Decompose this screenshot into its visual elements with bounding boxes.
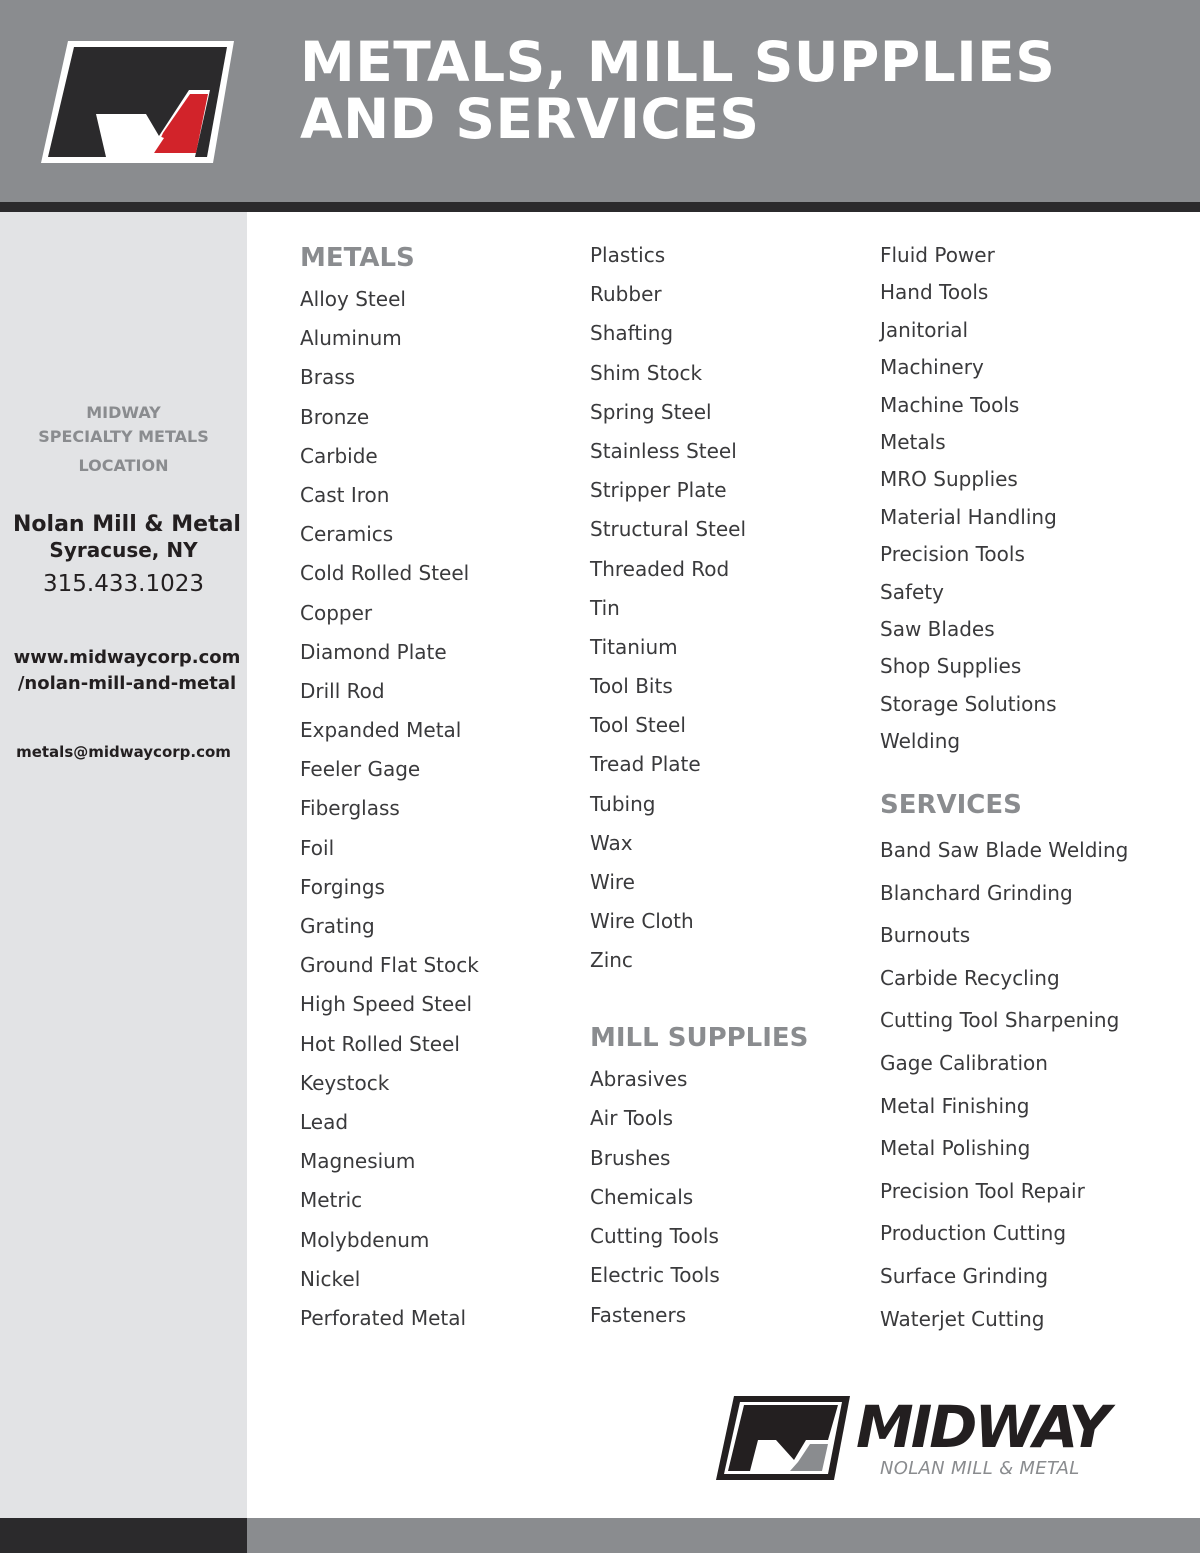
list-item: Fasteners: [590, 1302, 687, 1327]
title-line-1: METALS, MILL SUPPLIES: [300, 30, 1056, 94]
list-item: Shim Stock: [590, 360, 703, 385]
list-item: Burnouts: [880, 923, 971, 948]
list-item: Threaded Rod: [590, 556, 730, 581]
list-item: Tool Bits: [590, 674, 673, 699]
brand-wordmark: MIDWAY: [856, 1393, 1108, 1461]
list-item: Expanded Metal: [300, 718, 462, 743]
list-item: Molybdenum: [300, 1227, 430, 1252]
list-item: Tool Steel: [590, 713, 686, 738]
list-item: Grating: [300, 914, 375, 938]
list-item: Aluminum: [300, 326, 402, 351]
list-item: Precision Tool Repair: [880, 1178, 1085, 1203]
list-item: Material Handling: [880, 504, 1057, 529]
list-item: Alloy Steel: [300, 287, 406, 311]
metals-list-col2: [590, 236, 746, 981]
list-item: Machine Tools: [880, 392, 1020, 417]
heading-metals: METALS: [300, 243, 415, 273]
mill-supplies-list-col2: [880, 237, 1057, 760]
email-link[interactable]: metals@midwaycorp.com: [16, 743, 231, 761]
list-item: Lead: [300, 1109, 349, 1134]
list-item: Saw Blades: [880, 616, 995, 641]
footer-bar-gray: [247, 1518, 1200, 1553]
list-item: Brushes: [590, 1145, 671, 1170]
list-item: Feeler Gage: [300, 757, 421, 782]
heading-services: SERVICES: [880, 790, 1022, 820]
list-item: Carbide Recycling: [880, 965, 1060, 990]
list-item: Safety: [880, 579, 944, 604]
list-item: Cutting Tools: [590, 1224, 719, 1249]
list-item: Band Saw Blade Welding: [880, 838, 1129, 862]
services-list: [880, 829, 1128, 1340]
mill-supplies-list-col1: [590, 1060, 720, 1335]
list-item: Fluid Power: [880, 243, 995, 267]
phone-number: 315.433.1023: [43, 571, 204, 597]
list-item: Storage Solutions: [880, 691, 1057, 716]
heading-mill-supplies: MILL SUPPLIES: [590, 1023, 809, 1053]
list-item: Carbide: [300, 443, 378, 468]
list-item: Machinery: [880, 355, 984, 380]
list-item: Nickel: [300, 1266, 361, 1291]
page-title: [300, 30, 1056, 151]
list-item: Diamond Plate: [300, 639, 447, 664]
list-item: Waterjet Cutting: [880, 1306, 1045, 1331]
list-item: Zinc: [590, 948, 633, 973]
list-item: Titanium: [590, 634, 678, 659]
list-item: Gage Calibration: [880, 1050, 1048, 1075]
list-item: Wax: [590, 830, 633, 855]
list-item: Ground Flat Stock: [300, 953, 479, 978]
sidebar-label-midway: MIDWAY: [86, 403, 161, 422]
sidebar-label-specialty: SPECIALTY METALS: [38, 427, 209, 446]
metals-list-col1: [300, 280, 479, 1338]
list-item: Stainless Steel: [590, 438, 737, 463]
list-item: Tin: [590, 595, 620, 620]
list-item: Welding: [880, 729, 961, 754]
list-item: Blanchard Grinding: [880, 880, 1073, 905]
list-item: Fiberglass: [300, 796, 400, 821]
list-item: Wire: [590, 870, 635, 894]
list-item: Keystock: [300, 1070, 390, 1095]
list-item: Metal Finishing: [880, 1093, 1030, 1118]
midway-logo-icon: [38, 38, 236, 166]
list-item: Janitorial: [880, 317, 969, 342]
list-item: Perforated Metal: [300, 1305, 467, 1330]
list-item: Bronze: [300, 404, 370, 429]
list-item: Shop Supplies: [880, 654, 1022, 679]
list-item: Stripper Plate: [590, 478, 727, 503]
website-link-path[interactable]: /nolan-mill-and-metal: [17, 673, 237, 694]
list-item: Metals: [880, 429, 946, 454]
title-line-2: AND SERVICES: [300, 87, 760, 151]
company-city: Syracuse, NY: [49, 538, 198, 562]
midway-logo-mark-icon: [714, 1394, 852, 1482]
list-item: Cold Rolled Steel: [300, 561, 470, 586]
list-item: Tread Plate: [590, 752, 701, 777]
list-item: Production Cutting: [880, 1221, 1067, 1246]
list-item: Forgings: [300, 874, 385, 899]
list-item: Air Tools: [590, 1106, 674, 1131]
list-item: High Speed Steel: [300, 992, 473, 1017]
list-item: Metric: [300, 1188, 363, 1213]
list-item: Electric Tools: [590, 1263, 720, 1288]
list-item: Cutting Tool Sharpening: [880, 1008, 1120, 1033]
list-item: Hand Tools: [880, 280, 989, 305]
list-item: Copper: [300, 600, 373, 625]
brand-subtitle: NOLAN MILL & METAL: [880, 1458, 1080, 1479]
list-item: Drill Rod: [300, 678, 385, 703]
list-item: Hot Rolled Steel: [300, 1031, 460, 1056]
list-item: MRO Supplies: [880, 467, 1018, 492]
list-item: Abrasives: [590, 1067, 688, 1091]
list-item: Magnesium: [300, 1149, 416, 1174]
list-item: Rubber: [590, 282, 662, 307]
sidebar-label-location: LOCATION: [78, 456, 169, 475]
list-item: Chemicals: [590, 1184, 694, 1209]
list-item: Wire Cloth: [590, 909, 694, 934]
list-item: Precision Tools: [880, 542, 1025, 567]
list-item: Brass: [300, 365, 356, 390]
header-divider: [0, 202, 1200, 212]
list-item: Cast Iron: [300, 482, 390, 507]
list-item: Shafting: [590, 321, 674, 346]
list-item: Plastics: [590, 243, 666, 267]
list-item: Surface Grinding: [880, 1263, 1049, 1288]
list-item: Tubing: [590, 791, 656, 816]
website-link[interactable]: www.midwaycorp.com: [13, 647, 241, 668]
footer-bar-dark: [0, 1518, 247, 1553]
list-item: Structural Steel: [590, 517, 747, 542]
company-name: Nolan Mill & Metal: [13, 512, 241, 537]
list-item: Foil: [300, 835, 335, 860]
list-item: Metal Polishing: [880, 1136, 1031, 1161]
list-item: Ceramics: [300, 522, 394, 547]
list-item: Spring Steel: [590, 399, 712, 424]
